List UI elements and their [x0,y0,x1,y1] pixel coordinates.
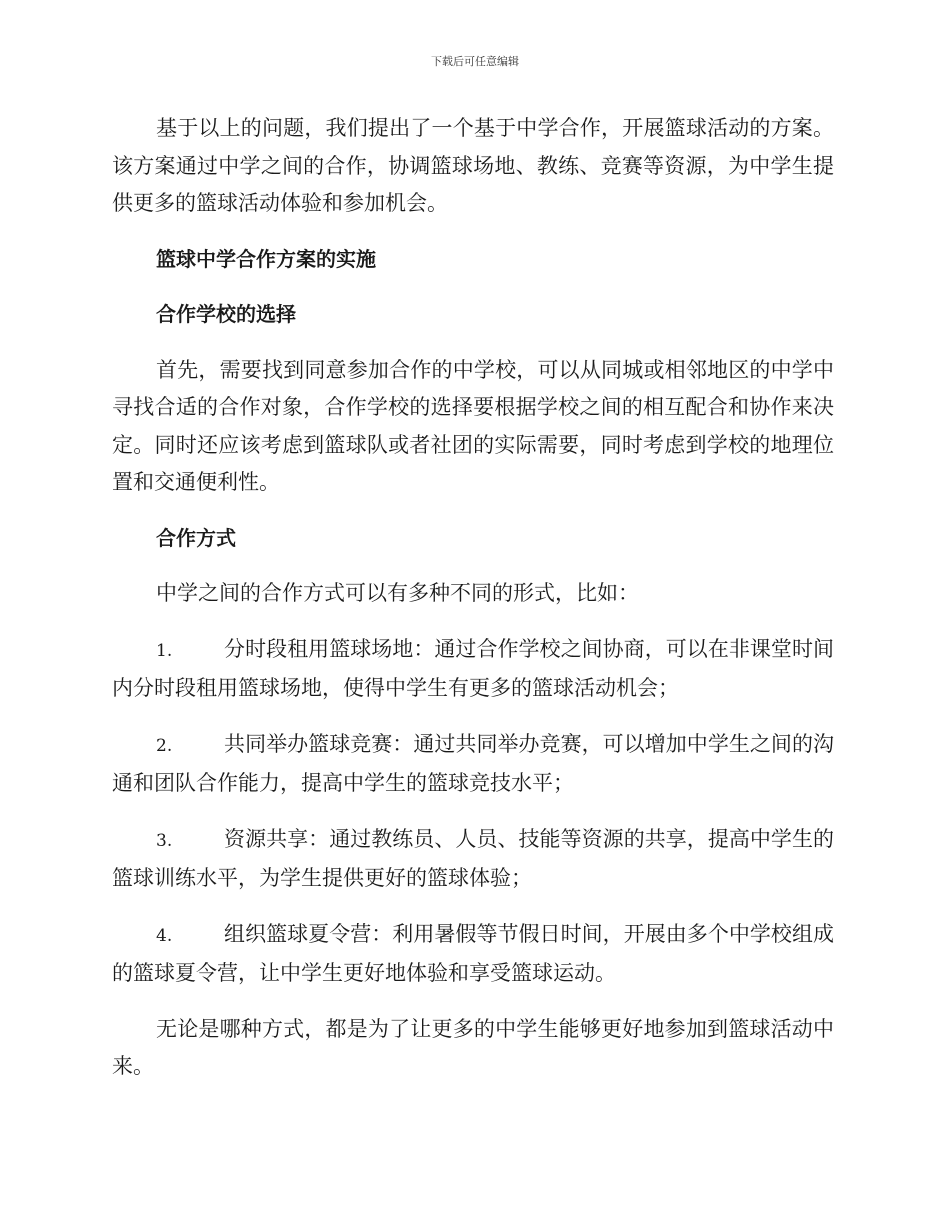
section-heading-school-selection: 合作学校的选择 [156,302,296,326]
list-item-number: 2. [156,735,173,756]
list-item [112,821,834,898]
list-item-text: 组织篮球夏令营：利用暑假等节假日时间，开展由多个中学校组成的篮球夏令营，让中学生更好地体验和享受篮球运动。 [112,921,834,985]
list-item-number: 1. [156,640,173,661]
school-selection-paragraph: 首先，需要找到同意参加合作的中学校，可以从同城或相邻地区的中学中寻找合适的合作对象，合作学校的选择要根据学校之间的相互配合和协作来决定。同时还应该考虑到篮球队或者社团的实际需要，同时考虑到学校的地理位置和交通便利性。 [112,357,834,494]
page-header: 下载后可任意编辑 [431,55,519,68]
cooperation-mode-intro: 中学之间的合作方式可以有多种不同的形式，比如： [156,581,639,605]
conclusion-paragraph: 无论是哪种方式，都是为了让更多的中学生能够更好地参加到篮球活动中来。 [112,1016,834,1078]
list-item [112,631,834,708]
list-item [112,726,834,803]
section-heading-cooperation-mode: 合作方式 [156,525,236,550]
list-item-text: 共同举办篮球竞赛：通过共同举办竞赛，可以增加中学生之间的沟通和团队合作能力，提高中学生的篮球竞技水平； [112,731,834,795]
list-item-number: 3. [156,830,173,851]
list-item-text: 分时段租用篮球场地：通过合作学校之间协商，可以在非课堂时间内分时段租用篮球场地，使得中学生有更多的篮球活动机会； [112,636,834,700]
section-heading-implementation: 篮球中学合作方案的实施 [156,246,376,271]
intro-paragraph: 基于以上的问题，我们提出了一个基于中学合作，开展篮球活动的方案。该方案通过中学之间的合作，协调篮球场地、教练、竞赛等资源，为中学生提供更多的篮球活动体验和参加机会。 [112,116,834,215]
document-body [112,110,834,1086]
list-item-text: 资源共享：通过教练员、人员、技能等资源的共享，提高中学生的篮球训练水平，为学生提供更好的篮球体验； [112,826,834,890]
list-item [112,916,834,993]
list-item-number: 4. [156,925,173,946]
